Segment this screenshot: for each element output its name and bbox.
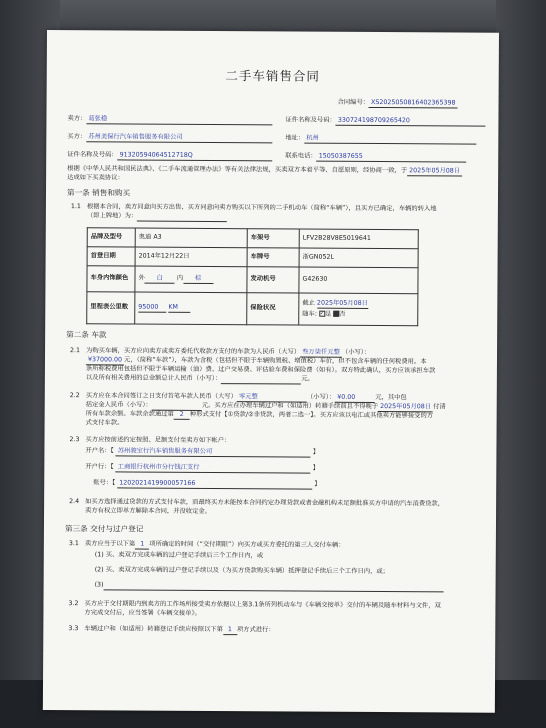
contract-title: 二手车销售合同 xyxy=(225,68,321,84)
buyer-cert-number: 91320594064512718Q xyxy=(118,151,273,161)
account-number-open: 【 xyxy=(112,479,118,487)
clause-3-3-line1 xyxy=(84,625,274,635)
total-amount xyxy=(221,375,301,385)
bank-label: 开户行： xyxy=(85,463,111,471)
clause-2-4-line1: 如买方选择通过贷款的方式支付车款，而最终买方未能按本合同约定办理贷款或者金融机构未足额批准买方申请的汽车消费贷款， xyxy=(85,498,445,508)
clause-3-1-line1 xyxy=(85,540,345,551)
account-number-close: 】 xyxy=(312,480,321,488)
mileage-cell xyxy=(135,292,247,325)
delivery-option-3-label: (3) xyxy=(94,581,104,589)
clause-3-1-l1b: 项所确定的时间（“交付期限”）向买方或买方委托的第三人交付车辆： xyxy=(149,540,345,549)
transfer-choice: 1 xyxy=(223,626,237,635)
clause-2-4-line2: 卖方有权立即单方解除本合同，并没收定金。 xyxy=(85,507,212,516)
first-payment-words: 零元整 xyxy=(237,393,307,403)
clause-2-1-num: 2.1 xyxy=(70,347,81,355)
clause-2-4-num: 2.4 xyxy=(69,498,80,506)
buyer-address-row xyxy=(285,134,476,144)
seller-id-number: 330724198709265420 xyxy=(336,117,486,127)
clause-3-3-l1a: 车辆过户和（如适用）转籍登记手续应按照以下第 xyxy=(84,625,223,634)
reg-date-label: 首登日期 xyxy=(87,247,135,266)
price-words: 叁万柒仟元整 xyxy=(300,349,342,358)
article1-heading: 第一条 销售和购买 xyxy=(66,188,131,198)
preamble-tail: 达成如下买卖协议： xyxy=(67,174,124,182)
clause-2-2-l2c: 付清 xyxy=(433,403,446,411)
vehicle-table xyxy=(86,227,419,326)
contract-number-label: 合同编号： xyxy=(337,98,370,106)
clause-3-3-l1b: 项方式进行： xyxy=(236,626,275,634)
plate-label: 车牌号 xyxy=(247,248,299,267)
clause-2-2-l1c: 元，其中包 xyxy=(375,394,407,402)
clause-3-2-line1: 买方应于交付期限内到卖方的工作场所接受卖方依据以上第3.1条所列机动车与《车辆交接单》交付的车辆及随车材料与文件，双 xyxy=(84,600,441,610)
body-color-prefix: 外 xyxy=(138,274,145,282)
clause-2-1-l4: 以及所有相关费用的总金额总计人民币（小写）： xyxy=(85,374,222,383)
engine-value: G42630 xyxy=(299,267,418,294)
article2-heading: 第二条 车款 xyxy=(66,330,107,340)
account-name-open: 【 xyxy=(110,447,116,455)
clause-1-1-num: 1.1 xyxy=(70,203,81,211)
bank-row xyxy=(85,463,319,474)
account-name-close: 】 xyxy=(310,448,320,456)
seller-id-label: 证件名称及号码： xyxy=(285,116,336,124)
article3-heading: 第三条 交付与过户登记 xyxy=(64,524,144,534)
seller-id-row xyxy=(285,116,485,126)
contract-number-value: XS2025050816402365398 xyxy=(369,99,457,109)
clause-3-1-num: 3.1 xyxy=(68,540,79,548)
buyer-cert-row xyxy=(67,151,272,161)
warranty-label: 保险状况 xyxy=(247,293,299,325)
clause-3-2-line2: 方完成交付后，应当签署《车辆交接单》。 xyxy=(84,609,201,617)
clause-1-1-text: 根据本合同，卖方同意向买方出售、买方同意向卖方购买以下所列的二手机动车（简称“车辆”），且买方已确定，车辆的转入地 xyxy=(86,203,437,213)
background-right xyxy=(496,0,546,728)
delivery-option-3 xyxy=(95,581,444,592)
payment-method-choice: 2 xyxy=(174,411,190,420)
bank-open: 【 xyxy=(110,463,116,471)
account-number-row xyxy=(85,479,320,490)
clause-3-1-l1a: 卖方应当于以下第 xyxy=(84,540,136,548)
phone-label: 联系电话： xyxy=(285,152,317,160)
clause-2-2-line3 xyxy=(86,410,433,421)
registration-place xyxy=(137,213,227,223)
delivery-choice: 1 xyxy=(135,541,149,550)
contract-number xyxy=(338,99,458,109)
mileage-unit: KM xyxy=(168,304,190,313)
clause-2-2-l3b: 种形式支付【①贷款/②非贷款，两者二选一】。买方应该以电汇或其他卖方能够接受的方 xyxy=(189,410,434,420)
clause-2-1-l2: 元，（简称“车款”），车款为含税（包括但不限于车辆购置税、增值税）车价，但不包含车辆的任何税费用。本 xyxy=(124,356,427,366)
account-number: 1202021419900057166 xyxy=(117,479,312,489)
bank-close: 】 xyxy=(310,464,320,472)
clause-2-2-l1b: （小写）： xyxy=(306,393,336,401)
brand-label: 品牌及型号 xyxy=(87,228,135,247)
mileage-value: 95000 xyxy=(138,303,166,312)
buyer-name: 苏州美保行汽车销售服务有限公司 xyxy=(86,133,272,143)
warranty-end-date: 2025年05月08日 xyxy=(317,299,368,308)
first-payment-figure: ¥0.00 xyxy=(335,394,375,403)
preamble-text: 根据《中华人民共和国民法典》、《二手车流通管理办法》等有关法律法规，买卖双方本着平等、自愿原则，经协商一致，于 xyxy=(67,165,408,175)
body-color: 白 xyxy=(145,275,175,284)
color-value xyxy=(135,266,247,293)
clause-2-3-line1: 买方应按前述约定按照、足额支付至卖方如下帐户： xyxy=(85,436,231,445)
address-label: 地址： xyxy=(285,134,305,142)
buyer-address: 杭州 xyxy=(304,135,476,145)
buyer-label: 买方： xyxy=(67,133,87,141)
cert-label: 证件名称及号码： xyxy=(67,151,118,159)
clause-2-1-l4b: 元。 xyxy=(301,375,314,383)
deposit-amount xyxy=(152,402,202,411)
clause-2-2-l1: 买方应在本合同签订之日支付首笔车款人民币（大写） xyxy=(85,392,237,401)
buyer-row xyxy=(67,133,272,143)
clause-2-2-num: 2.2 xyxy=(69,392,80,400)
account-name: 苏州骏宝行汽车销售服务有限公司 xyxy=(116,447,311,457)
preamble xyxy=(67,165,462,177)
clause-2-1-line4 xyxy=(86,374,314,385)
yes-label: 是 xyxy=(324,310,332,318)
clause-2-2-l2: 括定金人民币（小写）： xyxy=(85,401,152,409)
price-figure: ¥37000.00 xyxy=(86,356,124,365)
clause-3-3-num: 3.3 xyxy=(68,625,79,633)
account-name-label: 开户名： xyxy=(85,447,111,455)
clause-3-2-num: 3.2 xyxy=(68,600,79,608)
warranty-end-label: 截止 xyxy=(302,299,315,307)
seller-label: 卖方： xyxy=(67,115,87,123)
delivery-option-3-blank xyxy=(103,581,443,592)
buyer-phone: 15050387655 xyxy=(317,153,467,163)
contract-paper xyxy=(43,30,499,713)
clause-1-1-text2 xyxy=(87,212,227,222)
clause-2-2-l3: 所有车款余额。车款余款通过第 xyxy=(85,410,174,418)
reg-date-value: 2014年12月22日 xyxy=(135,247,247,267)
clause-2-1-l1b: （小写）： xyxy=(341,348,371,356)
clause-2-2-l2b: 元。买方应在办理车辆过户和（如适用）转籍手续前且不得晚于 xyxy=(201,401,379,411)
delivery-option-2: (2) 买、卖双方完成车辆的过户登记手续以及（为买方贷款购买车辆）抵押登记手续后三个工作日内，或； xyxy=(94,566,390,576)
clause-2-3-num: 2.3 xyxy=(69,436,80,444)
brand-value: 奥迪 A3 xyxy=(135,228,247,248)
warranty-cell xyxy=(299,293,418,326)
no-label: 否 xyxy=(339,310,346,318)
clause-2-1-l1: 为购买车辆，买方应向卖方或卖方委托代收款方支付的车款为人民币（大写） xyxy=(86,347,301,356)
seller-row xyxy=(67,115,272,125)
interior-prefix: 内 xyxy=(176,274,184,282)
preamble-date: 2025年05月08日 xyxy=(407,167,462,177)
interior-color: 棕 xyxy=(183,275,213,284)
clause-2-1-line3: 条所称税费用包括但不限于车辆运输（油）费、过户交易费、评估验车费和保险费（如有）。双方特此确认，买方应该承担车款 xyxy=(85,365,436,375)
transfer-label: 随车: xyxy=(302,310,318,318)
yes-checkbox[interactable]: ✓ xyxy=(319,310,325,317)
mileage-label: 里程表公里数 xyxy=(87,292,135,324)
plate-value: 浙GN052L xyxy=(299,248,418,268)
color-label: 车身内饰颜色 xyxy=(87,266,135,292)
seller-name: 葛张稳 xyxy=(86,115,272,125)
buyer-phone-row xyxy=(285,152,467,162)
account-name-row xyxy=(85,447,319,458)
vin-label: 车架号 xyxy=(247,229,299,248)
bank-name: 工商银行杭州市分行钱江支行 xyxy=(116,463,311,473)
clause-1-1-text2-label: （即上牌地）为： xyxy=(86,212,138,220)
clause-2-2-line4: 式支付车款。 xyxy=(85,419,124,427)
account-number-label: 账号： xyxy=(93,479,113,487)
delivery-option-1: (1) 买、卖双方完成车辆的过户登记手续后三个工作日内，或 xyxy=(94,551,264,560)
engine-label: 发动机号 xyxy=(247,267,299,293)
vin-value: LFV2B28V8E5019641 xyxy=(299,229,418,249)
balance-due-date: 2025年05月08日 xyxy=(378,403,433,413)
